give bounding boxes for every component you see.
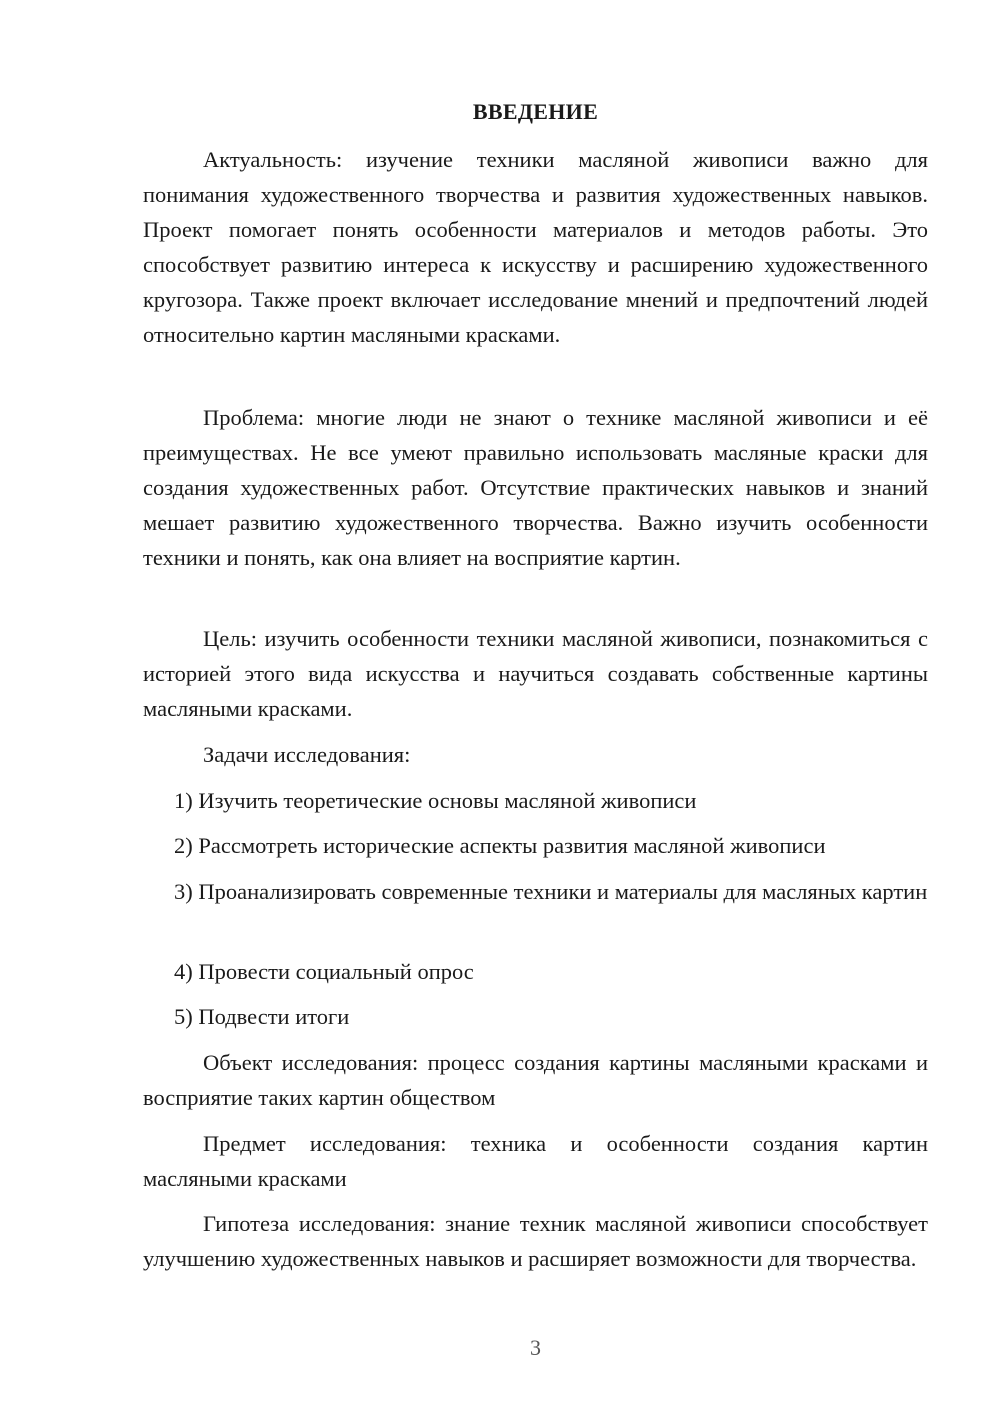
task-item-3: 3) Проанализировать современные техники и материалы для масляных картин xyxy=(174,879,928,904)
tasks-heading: Задачи исследования: xyxy=(203,742,411,767)
subject-paragraph: Предмет исследования: техника и особенности создания картин масляными красками xyxy=(143,1131,928,1191)
object-paragraph: Объект исследования: процесс создания картины масляными красками и восприятие таких картин обществом xyxy=(143,1050,928,1110)
goal-paragraph: Цель: изучить особенности техники масляной живописи, познакомиться с историей этого вида искусства и научиться создавать собственные картины масляными красками. xyxy=(143,626,928,721)
task-item-1: 1) Изучить теоретические основы масляной живописи xyxy=(174,788,697,813)
task-item-5: 5) Подвести итоги xyxy=(174,1004,350,1029)
relevance-paragraph: Актуальность: изучение техники масляной живописи важно для понимания художественного творчества и развития художественных навыков. Проект помогает понять особенности материалов и методов работы. Это способствует развитию интереса к искусству и расширению художественного кругозора. Также проект включает исследование мнений и предпочтений людей относительно картин масляными красками. xyxy=(143,147,928,347)
problem-paragraph: Проблема: многие люди не знают о технике масляной живописи и её преимуществах. Не все умеют правильно использовать масляные краски для создания художественных работ. Отсутствие практических навыков и знаний мешает развитию художественного творчества. Важно изучить особенности техники и понять, как она влияет на восприятие картин. xyxy=(143,405,928,570)
hypothesis-paragraph: Гипотеза исследования: знание техник масляной живописи способствует улучшению художественных навыков и расширяет возможности для творчества. xyxy=(143,1211,928,1271)
document-page xyxy=(143,0,928,1414)
task-item-4: 4) Провести социальный опрос xyxy=(174,959,474,984)
section-title: ВВЕДЕНИЕ xyxy=(472,99,599,124)
task-item-2: 2) Рассмотреть исторические аспекты развития масляной живописи xyxy=(174,833,826,858)
page-number: 3 xyxy=(530,1335,541,1360)
